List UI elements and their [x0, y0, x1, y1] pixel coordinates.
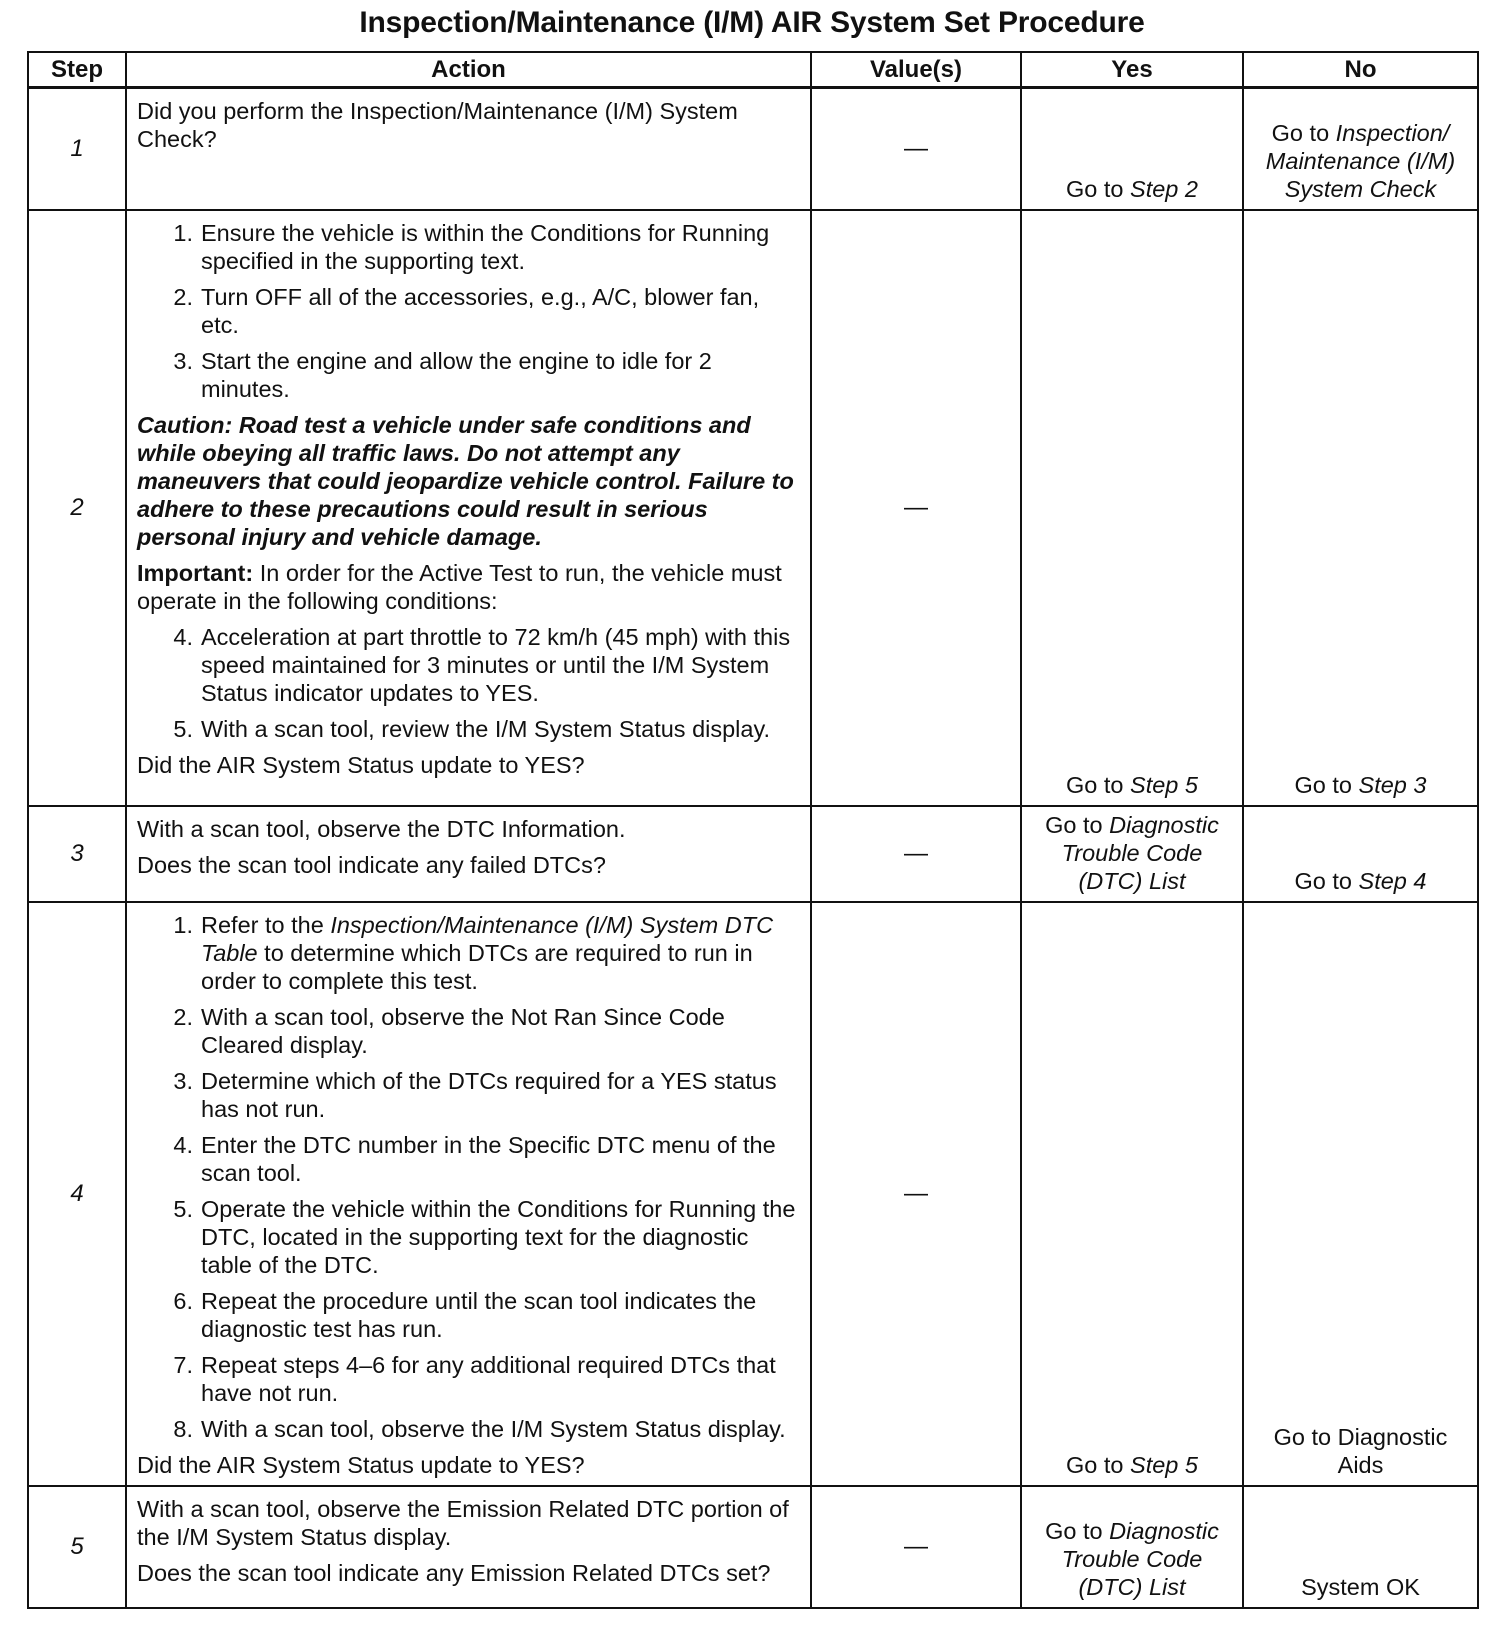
important-note [137, 559, 800, 615]
yes-prefix: Go to [1066, 771, 1131, 798]
important-label: Important: [137, 559, 254, 586]
header-yes: Yes [1021, 52, 1243, 88]
yes-link[interactable]: Step 5 [1130, 771, 1198, 798]
header-step: Step [28, 52, 126, 88]
action-list [137, 219, 800, 403]
yes-prefix: Go to [1045, 1517, 1110, 1544]
important-text: In order for the Active Test to run, the vehicle must operate in the following conditions: [137, 559, 782, 614]
table-row-step-1 [28, 88, 1478, 210]
list-item: 6. Repeat the procedure until the scan tool indicates the diagnostic test has run. [173, 1287, 757, 1342]
list-item: 2. Turn OFF all of the accessories, e.g., A/C, blower fan, etc. [173, 283, 760, 338]
list-item: 5. Operate the vehicle within the Conditions for Running the DTC, located in the supporting text for the diagnostic table of the DTC. [173, 1195, 796, 1278]
yes-cell [1021, 210, 1243, 806]
list-item: 7. Repeat steps 4–6 for any additional required DTCs that have not run. [173, 1351, 776, 1406]
action-question: Does the scan tool indicate any Emission Related DTCs set? [137, 1559, 771, 1586]
yes-prefix: Go to [1045, 811, 1110, 838]
yes-cell [1021, 806, 1243, 902]
list-item: 4. Enter the DTC number in the Specific DTC menu of the scan tool. [173, 1131, 776, 1186]
list-item: 3. Determine which of the DTCs required for a YES status has not run. [173, 1067, 777, 1122]
no-text: System OK [1301, 1573, 1420, 1600]
procedure-table [27, 51, 1479, 1609]
action-question: Did you perform the Inspection/Maintenance (I/M) System Check? [137, 98, 738, 152]
step-number: 2 [28, 210, 126, 806]
table-reference: Inspection/Maintenance (I/M) System DTC Table [201, 911, 774, 966]
value-cell: — [811, 1486, 1021, 1608]
action-cell [126, 806, 811, 902]
action-list [137, 911, 800, 1443]
caution-text: Caution: Road test a vehicle under safe conditions and while obeying all traffic laws. Do not attempt any maneuvers that could jeopardize vehicle control. Failure to adhere to these precautions could result in serious personal injury and vehicle damage. [137, 411, 794, 550]
yes-link[interactable]: Diagnostic Trouble Code (DTC) List [1061, 1517, 1219, 1600]
no-cell [1243, 210, 1478, 806]
action-cell [126, 1486, 811, 1608]
header-action: Action [126, 52, 811, 88]
table-title: Inspection/Maintenance (I/M) AIR System Set Procedure [359, 6, 1145, 39]
action-cell [126, 902, 811, 1486]
value-cell: — [811, 902, 1021, 1486]
no-link[interactable]: Step 4 [1358, 867, 1427, 894]
list-item: 2. With a scan tool, observe the Not Ran Since Code Cleared display. [173, 1003, 725, 1058]
value-cell: — [811, 88, 1021, 210]
no-link[interactable]: Step 3 [1358, 771, 1427, 798]
yes-link[interactable]: Step 2 [1130, 175, 1198, 202]
list-item: 4. Acceleration at part throttle to 72 km/h (45 mph) with this speed maintained for 3 minutes or until the I/M System Status indicator updates to YES. [173, 623, 791, 706]
table-row-step-3 [28, 806, 1478, 902]
no-prefix: Go to [1271, 119, 1336, 146]
no-cell [1243, 88, 1478, 210]
step-number: 5 [28, 1486, 126, 1608]
action-text: With a scan tool, observe the DTC Information. [137, 815, 626, 842]
yes-link[interactable]: Diagnostic Trouble Code (DTC) List [1061, 811, 1219, 894]
list-item: 3. Start the engine and allow the engine to idle for 2 minutes. [173, 347, 712, 402]
yes-link[interactable]: Step 5 [1130, 1451, 1198, 1478]
list-item: 1. Refer to the Inspection/Maintenance (I/M) System DTC Table to determine which DTCs are required to run in order to complete this test. [173, 911, 774, 994]
list-item: 1. Ensure the vehicle is within the Conditions for Running specified in the supporting text. [173, 219, 770, 274]
step-number: 1 [28, 88, 126, 210]
step-number: 4 [28, 902, 126, 1486]
action-text: With a scan tool, observe the Emission Related DTC portion of the I/M System Status display. [137, 1495, 789, 1550]
no-cell [1243, 902, 1478, 1486]
yes-cell [1021, 1486, 1243, 1608]
yes-cell [1021, 902, 1243, 1486]
table-row-step-2 [28, 210, 1478, 806]
yes-cell [1021, 88, 1243, 210]
table-row-step-4 [28, 902, 1478, 1486]
header-no: No [1243, 52, 1478, 88]
header-values: Value(s) [811, 52, 1021, 88]
no-text[interactable]: Go to Diagnostic Aids [1273, 1423, 1448, 1478]
no-cell [1243, 1486, 1478, 1608]
list-item: 5. With a scan tool, review the I/M System Status display. [173, 715, 771, 742]
table-row-step-5 [28, 1486, 1478, 1608]
step-number: 3 [28, 806, 126, 902]
yes-prefix: Go to [1066, 175, 1131, 202]
action-list [137, 623, 800, 743]
header-row [28, 52, 1478, 88]
action-question: Does the scan tool indicate any failed DTCs? [137, 851, 606, 878]
action-cell [126, 210, 811, 806]
no-prefix: Go to [1294, 771, 1359, 798]
no-link[interactable]: Inspection/ Maintenance (I/M) System Check [1265, 119, 1456, 202]
no-prefix: Go to [1294, 867, 1359, 894]
value-cell: — [811, 806, 1021, 902]
action-question: Did the AIR System Status update to YES? [137, 1451, 585, 1478]
action-question: Did the AIR System Status update to YES? [137, 751, 585, 778]
list-item: 8. With a scan tool, observe the I/M System Status display. [173, 1415, 786, 1442]
value-cell: — [811, 210, 1021, 806]
action-cell [126, 88, 811, 210]
yes-prefix: Go to [1066, 1451, 1131, 1478]
no-cell [1243, 806, 1478, 902]
